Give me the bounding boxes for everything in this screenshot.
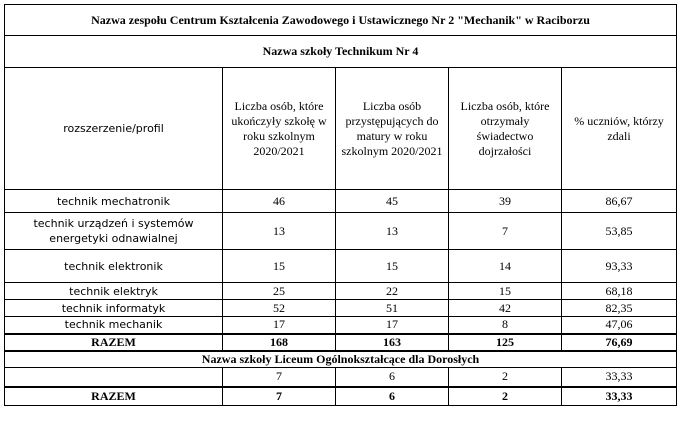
graduates-value: 52 [223, 300, 336, 317]
pass-percent-value: 86,67 [562, 190, 677, 213]
certificates-value: 42 [449, 300, 562, 317]
graduates-value: 46 [223, 190, 336, 213]
certificates-value: 8 [449, 317, 562, 334]
header-graduates: Liczba osób, które ukończyły szkołę w roku szkolnym 2020/2021 [223, 68, 336, 190]
profile-name [5, 368, 223, 387]
certificates-value: 2 [449, 368, 562, 387]
exam-takers-value: 13 [336, 213, 449, 250]
table-row [5, 300, 677, 317]
table-row [5, 317, 677, 334]
table-row [5, 213, 677, 250]
total-label: RAZEM [5, 334, 223, 351]
school2-name-row [5, 351, 677, 368]
table-row [5, 368, 677, 387]
graduates-value: 15 [223, 250, 336, 283]
graduates-value: 25 [223, 283, 336, 300]
total-row [5, 387, 677, 406]
profile-name: technik mechatronik [5, 190, 223, 213]
header-exam-takers: Liczba osób przystępujących do matury w roku szkolnym 2020/2021 [336, 68, 449, 190]
pass-percent-value: 53,85 [562, 213, 677, 250]
exam-takers-value: 45 [336, 190, 449, 213]
profile-name: technik urządzeń i systemów energetyki odnawialnej [5, 213, 223, 250]
total-row [5, 334, 677, 351]
graduates-value: 17 [223, 317, 336, 334]
exam-takers-value: 22 [336, 283, 449, 300]
header-pass-percent: % uczniów, którzy zdali [562, 68, 677, 190]
certificates-value: 14 [449, 250, 562, 283]
total-exam-takers: 6 [336, 387, 449, 406]
certificates-value: 39 [449, 190, 562, 213]
total-pass-percent: 33,33 [562, 387, 677, 406]
profile-name: technik mechanik [5, 317, 223, 334]
complex-title: Nazwa zespołu Centrum Kształcenia Zawodowego i Ustawicznego Nr 2 "Mechanik" w Raciborzu [5, 5, 677, 36]
table-row [5, 283, 677, 300]
exam-takers-value: 6 [336, 368, 449, 387]
pass-percent-value: 68,18 [562, 283, 677, 300]
title-row [5, 5, 677, 36]
total-graduates: 7 [223, 387, 336, 406]
pass-percent-value: 33,33 [562, 368, 677, 387]
results-table [4, 4, 677, 406]
exam-takers-value: 51 [336, 300, 449, 317]
total-exam-takers: 163 [336, 334, 449, 351]
profile-name: technik elektryk [5, 283, 223, 300]
graduates-value: 7 [223, 368, 336, 387]
header-profile: rozszerzenie/profil [5, 68, 223, 190]
pass-percent-value: 82,35 [562, 300, 677, 317]
header-certificates: Liczba osób, które otrzymały świadectwo dojrzałości [449, 68, 562, 190]
total-certificates: 125 [449, 334, 562, 351]
graduates-value: 13 [223, 213, 336, 250]
total-label: RAZEM [5, 387, 223, 406]
pass-percent-value: 93,33 [562, 250, 677, 283]
table-row [5, 190, 677, 213]
profile-name: technik informatyk [5, 300, 223, 317]
certificates-value: 15 [449, 283, 562, 300]
school2-name: Nazwa szkoły Liceum Ogólnokształcące dla Dorosłych [5, 351, 677, 368]
exam-takers-value: 17 [336, 317, 449, 334]
total-certificates: 2 [449, 387, 562, 406]
school1-name-row [5, 36, 677, 68]
pass-percent-value: 47,06 [562, 317, 677, 334]
header-row [5, 68, 677, 190]
total-pass-percent: 76,69 [562, 334, 677, 351]
school1-name: Nazwa szkoły Technikum Nr 4 [5, 36, 677, 68]
profile-name: technik elektronik [5, 250, 223, 283]
table-row [5, 250, 677, 283]
exam-takers-value: 15 [336, 250, 449, 283]
total-graduates: 168 [223, 334, 336, 351]
certificates-value: 7 [449, 213, 562, 250]
